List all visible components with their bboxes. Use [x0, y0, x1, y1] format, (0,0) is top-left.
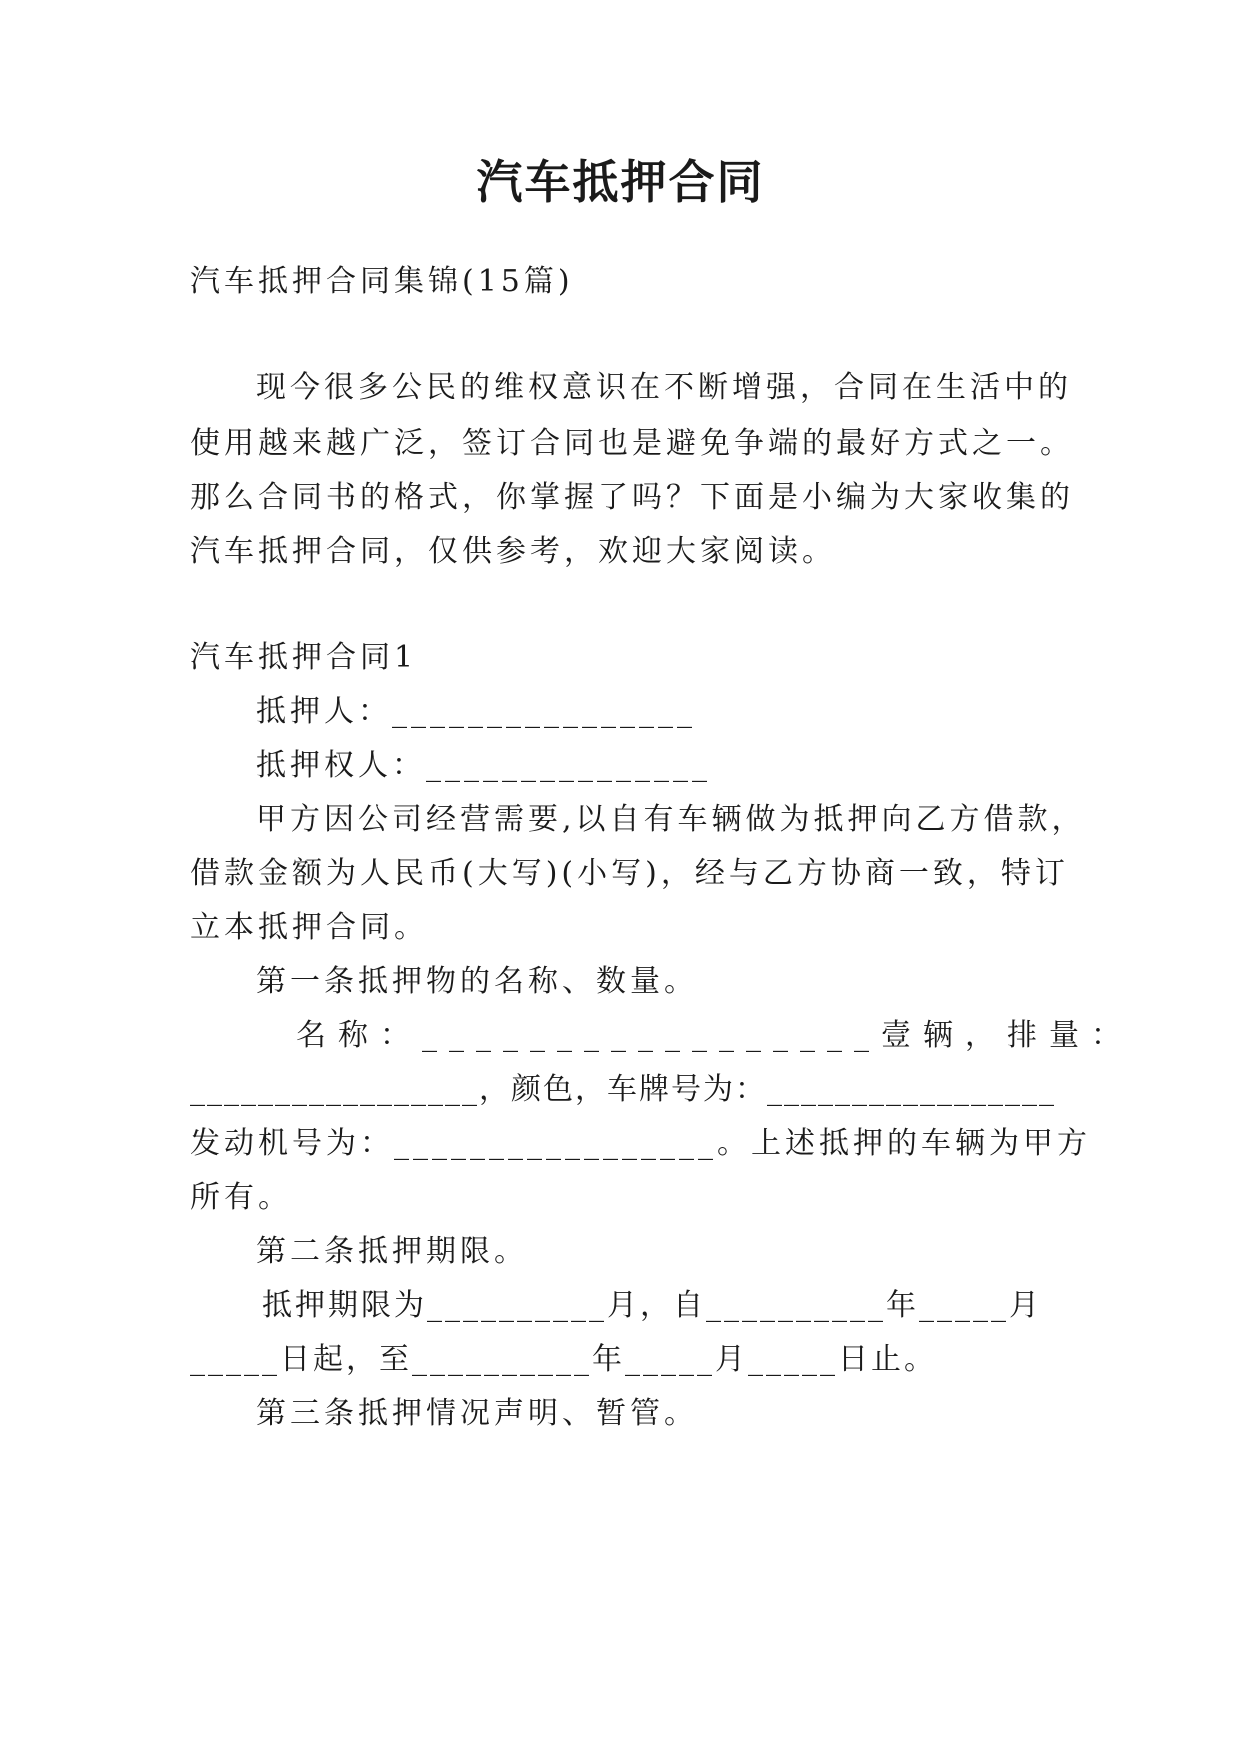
mortgagor-line: 抵押人：________________ [256, 694, 696, 729]
section-heading: 汽车抵押合同1 [190, 640, 418, 675]
body-line-3: 甲方因公司经营需要,以自有车辆做为抵押向乙方借款， [256, 802, 1086, 837]
body-line-4: 借款金额为人民币(大写)(小写)，经与乙方协商一致，特订 [190, 856, 1069, 891]
term-line-2: _____日起，至__________年_____月_____日止。 [190, 1342, 937, 1377]
article-1-heading: 第一条抵押物的名称、数量。 [256, 964, 698, 999]
intro-line-3: 那么合同书的格式，你掌握了吗？下面是小编为大家收集的 [190, 480, 1074, 515]
engine-number-line: 发动机号为：_________________。上述抵押的车辆为甲方 [190, 1126, 1091, 1161]
term-line-1: 抵押期限为__________月，自__________年_____月 [262, 1288, 1042, 1323]
intro-line-1: 现今很多公民的维权意识在不断增强，合同在生活中的 [256, 370, 1072, 405]
article-3-heading: 第三条抵押情况声明、暂管。 [256, 1396, 698, 1431]
vehicle-name-line: 名称：_________________壹辆，排量： [296, 1018, 1133, 1053]
document-subtitle: 汽车抵押合同集锦(15篇) [190, 264, 574, 299]
body-line-5: 立本抵押合同。 [190, 910, 428, 945]
intro-line-4: 汽车抵押合同，仅供参考，欢迎大家阅读。 [190, 534, 836, 569]
article-2-heading: 第二条抵押期限。 [256, 1234, 528, 1269]
intro-line-2: 使用越来越广泛，签订合同也是避免争端的最好方式之一。 [190, 426, 1074, 461]
mortgagee-line: 抵押权人：_______________ [256, 748, 711, 783]
body-line-10: 所有。 [190, 1180, 292, 1215]
document-title: 汽车抵押合同 [476, 155, 765, 209]
vehicle-color-plate-line: _________________，颜色，车牌号为：_________________ [190, 1072, 1056, 1107]
